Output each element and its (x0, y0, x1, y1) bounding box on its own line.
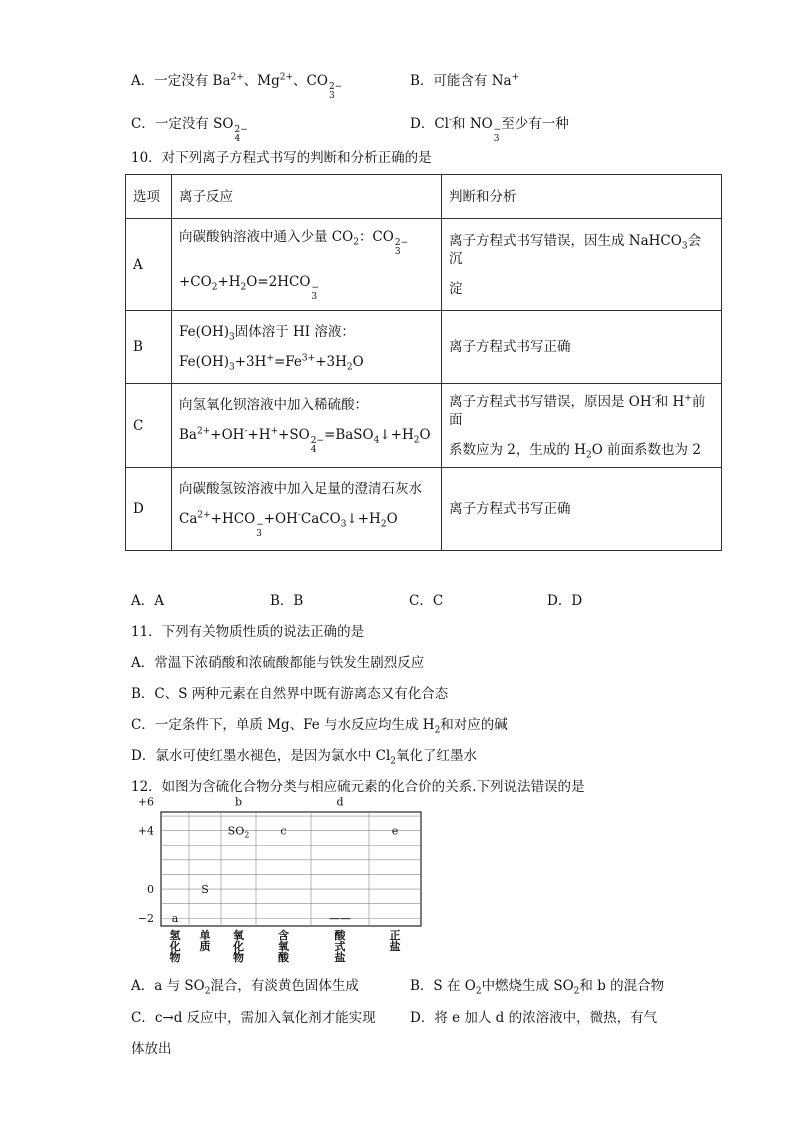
chart-y-tick-label: −2 (137, 912, 154, 926)
chart-grid (161, 812, 421, 926)
chart-category-label: 含 (278, 929, 289, 942)
chart-point-label: e (391, 824, 399, 838)
table-row (126, 219, 722, 311)
row-analysis: 离子方程式书写错误，原因是 OH-和 H+前面 系数应为 2，生成的 $H_2O$ 前面系数也为 2 (442, 384, 722, 468)
row-analysis: 离子方程式书写错误，因生成 NaHCO$_3$会沉 淀 (442, 219, 722, 311)
valence-class-chart (136, 795, 436, 968)
row-reaction: 向氢氧化钡溶液中加入稀硫酸： $Ba^{2+}+OH^-+H^++SO$ 2− 4 $=BaSO_4↓+H_2O$ (172, 384, 442, 468)
q12-option-d-continued: 体放出 (131, 1041, 172, 1057)
row-option: A (126, 219, 172, 311)
chart-category-label: 正 (389, 929, 401, 942)
header-option: 选项 (126, 175, 172, 219)
chart-y-tick-label: 0 (147, 883, 154, 897)
chart-point-label: S (201, 883, 209, 897)
q12-option-c[interactable]: C．c→d 反应中，需加入氧化剂才能实现 (131, 1010, 376, 1026)
row-option: C (126, 384, 172, 468)
chart-category-label: 盐 (389, 940, 401, 953)
q9-option-c[interactable]: C．一定没有 SO 2− 4 (131, 116, 248, 144)
chart-points (172, 795, 399, 925)
q11-option-a[interactable]: A．常温下浓硝酸和浓硫酸都能与铁发生剧烈反应 (131, 655, 425, 671)
chart-category-labels (169, 928, 401, 964)
chart-category-label: 酸 (334, 929, 346, 942)
table-header-row (126, 175, 722, 219)
q11-option-d[interactable]: D．氯水可使红墨水褪色，是因为氯水中 $Cl_2$氧化了红墨水 (131, 748, 477, 767)
chart-y-tick-label: +6 (137, 795, 154, 809)
chart-y-ticks (138, 795, 154, 925)
chart-category-label: 氢 (169, 929, 181, 942)
chart-frame (161, 812, 421, 926)
chart-category-label: 盐 (334, 951, 346, 964)
q10-table (125, 174, 722, 551)
chart-category-label: 化 (233, 940, 244, 953)
chart-category-label: 氧 (233, 929, 244, 942)
chart-category-label: 酸 (278, 951, 289, 964)
table-row (126, 468, 722, 551)
chart-category-label: 单 (199, 929, 211, 942)
row-reaction: 向碳酸钠溶液中通入少量 $CO_2$：CO 2− 3 $+CO_2+H_2O=2HCO$ − 3 (172, 219, 442, 311)
chart-point-label: c (280, 824, 287, 838)
chart-point-label: —— (329, 912, 351, 926)
row-reaction: 向碳酸氢铵溶液中加入足量的澄清石灰水 $Ca^{2+}+HCO$ − 3 $+OH^-CaCO_3↓+H_2O$ (172, 468, 442, 551)
chart-category-label: 式 (334, 940, 346, 953)
q11-option-b[interactable]: B．C、S 两种元素在自然界中既有游离态又有化合态 (131, 686, 449, 702)
header-reaction: 离子反应 (172, 175, 442, 219)
q10-choice-d[interactable]: D．D (547, 593, 583, 609)
chart-point-label: a (171, 912, 179, 926)
chart-category-label: 化 (169, 940, 181, 953)
chart-category-label: 氧 (278, 940, 289, 953)
q11-stem: 11．下列有关物质性质的说法正确的是 (131, 624, 365, 640)
q12-option-b[interactable]: B．S 在 $O_2$中燃烧生成 $SO_2$和 b 的混合物 (410, 978, 665, 997)
q9-option-d[interactable]: D．Cl-和 NO − 3 至少有一种 (410, 115, 569, 144)
row-reaction: $Fe(OH)_3$固体溶于 HI 溶液： $Fe(OH)_3+3H^+=Fe^{3+}+3H_2O$ (172, 311, 442, 384)
chart-point-label: $SO_2$ (227, 824, 250, 840)
row-analysis: 离子方程式书写正确 (442, 468, 722, 551)
q12-option-a[interactable]: A．a 与 $SO_2$混合，有淡黄色固体生成 (131, 978, 359, 997)
row-option: D (126, 468, 172, 551)
chart-category-label: 物 (169, 951, 181, 964)
q11-option-c[interactable]: C．一定条件下，单质 Mg、Fe 与水反应均生成 $H_2$和对应的碱 (131, 717, 508, 736)
table-row (126, 384, 722, 468)
row-analysis: 离子方程式书写正确 (442, 311, 722, 384)
q10-choice-c[interactable]: C．C (409, 593, 444, 609)
row-option: B (126, 311, 172, 384)
q10-choice-a[interactable]: A．A (131, 593, 164, 609)
q12-stem: 12．如图为含硫化合物分类与相应硫元素的化合价的关系.下列说法错误的是 (131, 779, 585, 795)
chart-point-label: b (234, 795, 243, 809)
q10-stem: 10．对下列离子方程式书写的判断和分析正确的是 (131, 150, 432, 166)
q9-option-a[interactable]: A．一定没有 $Ba^{2+}$、$Mg^{2+}$、CO 2− 3 (131, 72, 343, 101)
q9-option-b[interactable]: B．可能含有 Na+ (410, 72, 520, 89)
q12-option-d[interactable]: D．将 e 加人 d 的浓溶液中，微热，有气 (410, 1010, 658, 1026)
chart-category-label: 质 (199, 940, 211, 953)
chart-category-label: 物 (233, 951, 244, 964)
chart-y-tick-label: +4 (137, 824, 154, 838)
chart-point-label: d (336, 795, 344, 809)
q10-choice-b[interactable]: B．B (270, 593, 304, 609)
header-analysis: 判断和分析 (442, 175, 722, 219)
table-row (126, 311, 722, 384)
